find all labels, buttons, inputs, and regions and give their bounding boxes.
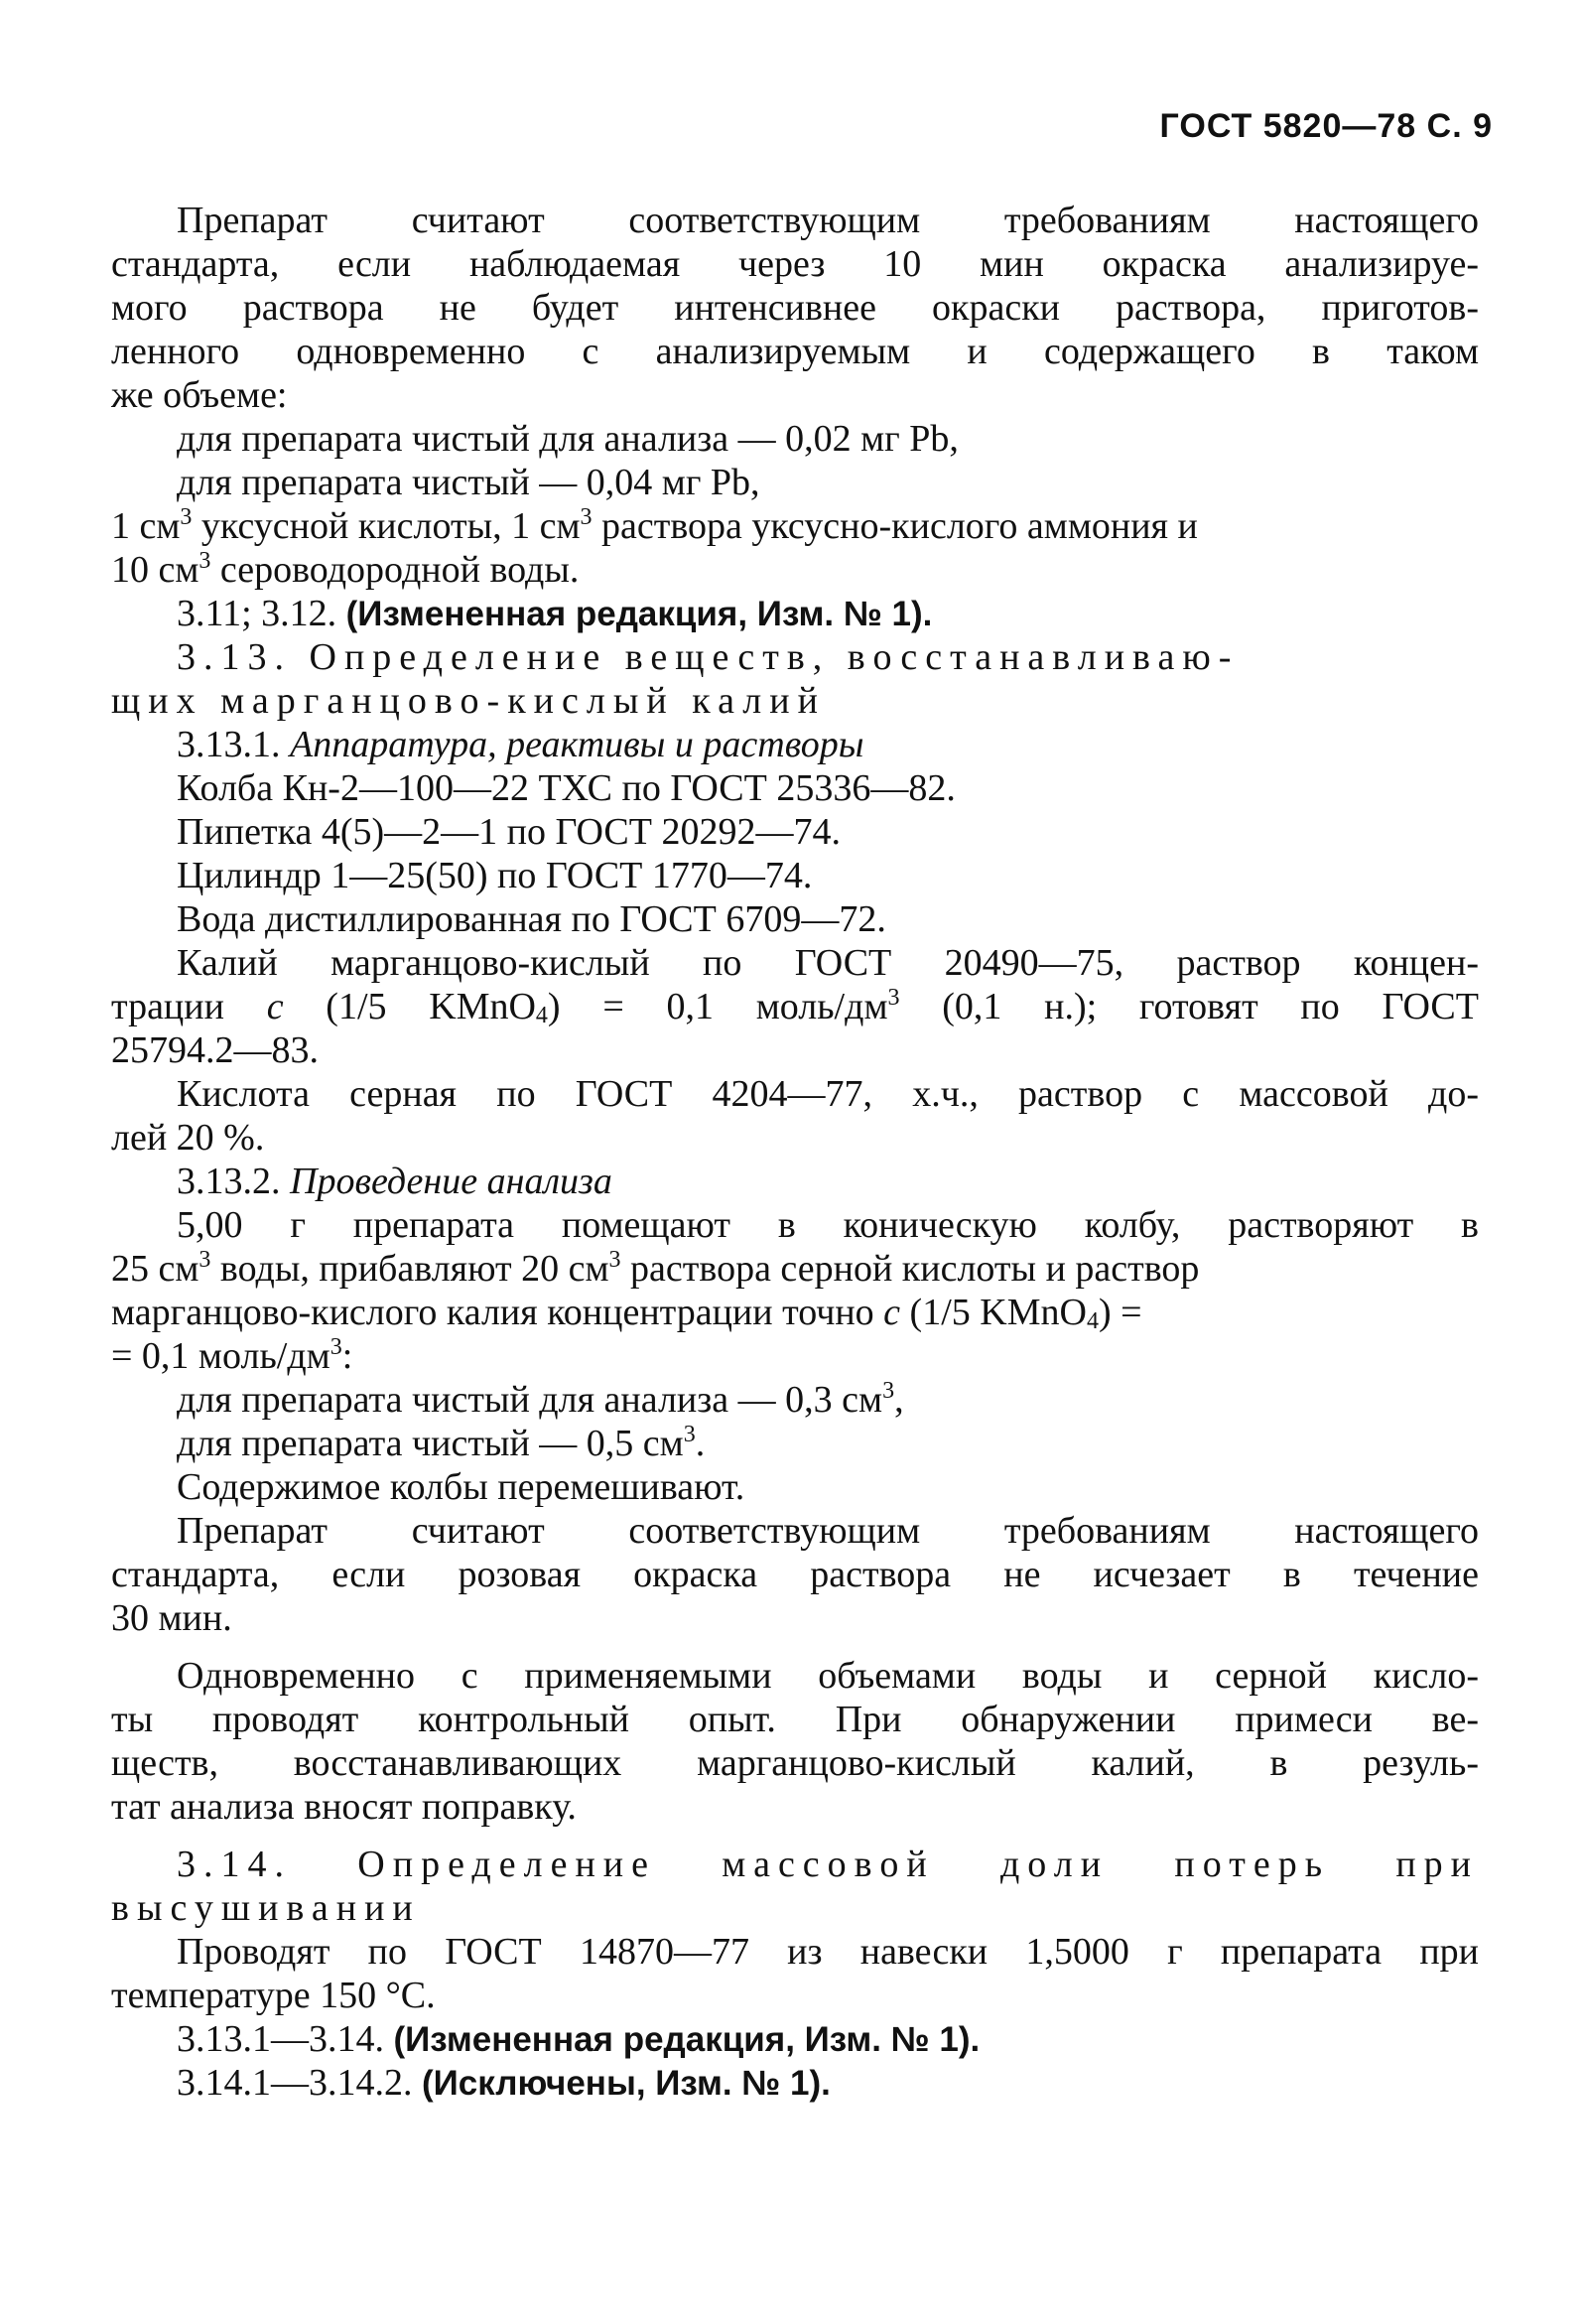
superscript: 3 [882, 1378, 895, 1404]
spacer [111, 1829, 1479, 1843]
paragraph-line [111, 504, 1479, 548]
text-run: трации [111, 986, 267, 1027]
paragraph-line: стандарта, если розовая окраска раствора не исчезает в течение [111, 1554, 1479, 1595]
document-body [111, 199, 1479, 2105]
paragraph-line: 5,00 г препарата помещают в коническую колбу, растворяют в [177, 1204, 1479, 1246]
section-heading: 3.13. Определение веществ, восстанавливаю- [177, 636, 1240, 678]
paragraph-line [111, 548, 1479, 592]
subscript: 4 [1086, 1308, 1099, 1334]
text-run: ) = [1098, 1292, 1142, 1333]
paragraph-line: для препарата чистый для анализа — 0,02 мг Pb, [177, 418, 959, 460]
list-item: Пипетка 4(5)—2—1 по ГОСТ 20292—74. [177, 811, 841, 853]
text-run: 1 см [111, 505, 181, 547]
paragraph-line: температуре 150 °С. [111, 1975, 436, 2016]
paragraph-line: мого раствора не будет интенсивнее окраски раствора, приготов- [111, 287, 1479, 329]
text-run: (1/5 KMnO [283, 986, 536, 1027]
paragraph-line [111, 1378, 1479, 1422]
list-item: Колба Кн-2—100—22 ТХС по ГОСТ 25336—82. [177, 767, 956, 809]
amendment-label: (Измененная редакция, Изм. № 1). [393, 2020, 981, 2059]
superscript: 3 [198, 1247, 211, 1273]
text-run: (0,1 н.); готовят по ГОСТ [899, 986, 1479, 1027]
paragraph-line: стандарта, если наблюдаемая через 10 мин окраска анализируе- [111, 243, 1479, 285]
text-run: 10 см [111, 549, 199, 591]
paragraph-line: Содержимое колбы перемешивают. [177, 1466, 745, 1508]
amendment-note [111, 592, 1479, 635]
text-run: 3.13.1—3.14. [177, 2018, 394, 2060]
text-run: 3.14.1—3.14.2. [177, 2062, 422, 2104]
text-run: сероводородной воды. [210, 549, 580, 591]
text-run: ) = 0,1 моль/дм [547, 986, 888, 1027]
list-item [111, 985, 1479, 1028]
text-run: = 0,1 моль/дм [111, 1335, 330, 1377]
amendment-label: (Измененная редакция, Изм. № 1). [345, 595, 933, 633]
section-heading: высушивании [111, 1887, 421, 1929]
list-item: 25794.2—83. [111, 1029, 319, 1071]
text-run: , [894, 1379, 904, 1421]
superscript: 3 [330, 1334, 342, 1360]
text-run: раствора уксусно-кислого аммония и [592, 505, 1198, 547]
section-heading: 3.14. Определение массовой доли потерь при [177, 1844, 1479, 1885]
superscript: 3 [608, 1247, 621, 1273]
text-run: воды, прибавляют 20 см [210, 1248, 609, 1290]
paragraph-line: для препарата чистый — 0,04 мг Pb, [177, 462, 760, 503]
superscript: 3 [198, 548, 211, 574]
page-header: ГОСТ 5820—78 С. 9 [1159, 107, 1493, 145]
amendment-note [111, 2017, 1479, 2061]
text-run: с [883, 1292, 901, 1333]
subsection-title: Аппаратура, реактивы и растворы [290, 724, 864, 765]
text-run: (1/5 KMnO [900, 1292, 1087, 1333]
list-item: Калий марганцово-кислый по ГОСТ 20490—75, раствор концен- [177, 942, 1479, 984]
paragraph-line: Препарат считают соответствующим требованиям настоящего [177, 1510, 1479, 1552]
text-run: 3.13.2. [177, 1161, 290, 1202]
subsection-heading [111, 723, 1479, 766]
paragraph-line: Одновременно с применяемыми объемами воды и серной кисло- [177, 1655, 1479, 1697]
superscript: 3 [580, 504, 593, 530]
text-run: 3.11; 3.12. [177, 593, 346, 634]
paragraph-line: Проводят по ГОСТ 14870—77 из навески 1,5000 г препарата при [177, 1931, 1479, 1973]
paragraph-line [111, 1247, 1479, 1291]
subscript: 4 [535, 1003, 548, 1028]
spacer [111, 1640, 1479, 1654]
text-run: уксусной кислоты, 1 см [192, 505, 581, 547]
text-run: 3.13.1. [177, 724, 290, 765]
paragraph-line: ты проводят контрольный опыт. При обнаружении примеси ве- [111, 1699, 1479, 1740]
text-run: марганцово-кислого калия концентрации точно [111, 1292, 884, 1333]
paragraph-line: ленного одновременно с анализируемым и содержащего в таком [111, 331, 1479, 372]
paragraph-line [111, 1422, 1479, 1465]
amendment-label: (Исключены, Изм. № 1). [422, 2064, 831, 2103]
superscript: 3 [683, 1422, 696, 1447]
superscript: 3 [180, 504, 193, 530]
subsection-heading [111, 1160, 1479, 1203]
paragraph-line: ществ, восстанавливающих марганцово-кислый калий, в резуль- [111, 1742, 1479, 1784]
text-run: для препарата чистый — 0,5 см [177, 1423, 684, 1464]
text-run: 25 см [111, 1248, 199, 1290]
section-heading: щих марганцово-кислый калий [111, 680, 826, 722]
paragraph-line: же объеме: [111, 374, 288, 416]
text-run: с [266, 986, 284, 1027]
text-run: : [341, 1335, 353, 1377]
text-run: . [695, 1423, 706, 1464]
list-item: Кислота серная по ГОСТ 4204—77, х.ч., раствор с массовой до- [177, 1073, 1479, 1115]
paragraph-line: Препарат считают соответствующим требованиям настоящего [177, 200, 1479, 241]
text-run: раствора серной кислоты и раствор [620, 1248, 1200, 1290]
text-run: для препарата чистый для анализа — 0,3 см [177, 1379, 883, 1421]
list-item: лей 20 %. [111, 1117, 265, 1159]
superscript: 3 [887, 985, 900, 1011]
list-item: Цилиндр 1—25(50) по ГОСТ 1770—74. [177, 855, 813, 896]
subsection-title: Проведение анализа [290, 1161, 612, 1202]
paragraph-line: тат анализа вносят поправку. [111, 1786, 577, 1828]
list-item: Вода дистиллированная по ГОСТ 6709—72. [177, 898, 886, 940]
paragraph-line [111, 1291, 1479, 1334]
paragraph-line [111, 1334, 1479, 1378]
paragraph-line: 30 мин. [111, 1597, 232, 1639]
amendment-note [111, 2061, 1479, 2105]
